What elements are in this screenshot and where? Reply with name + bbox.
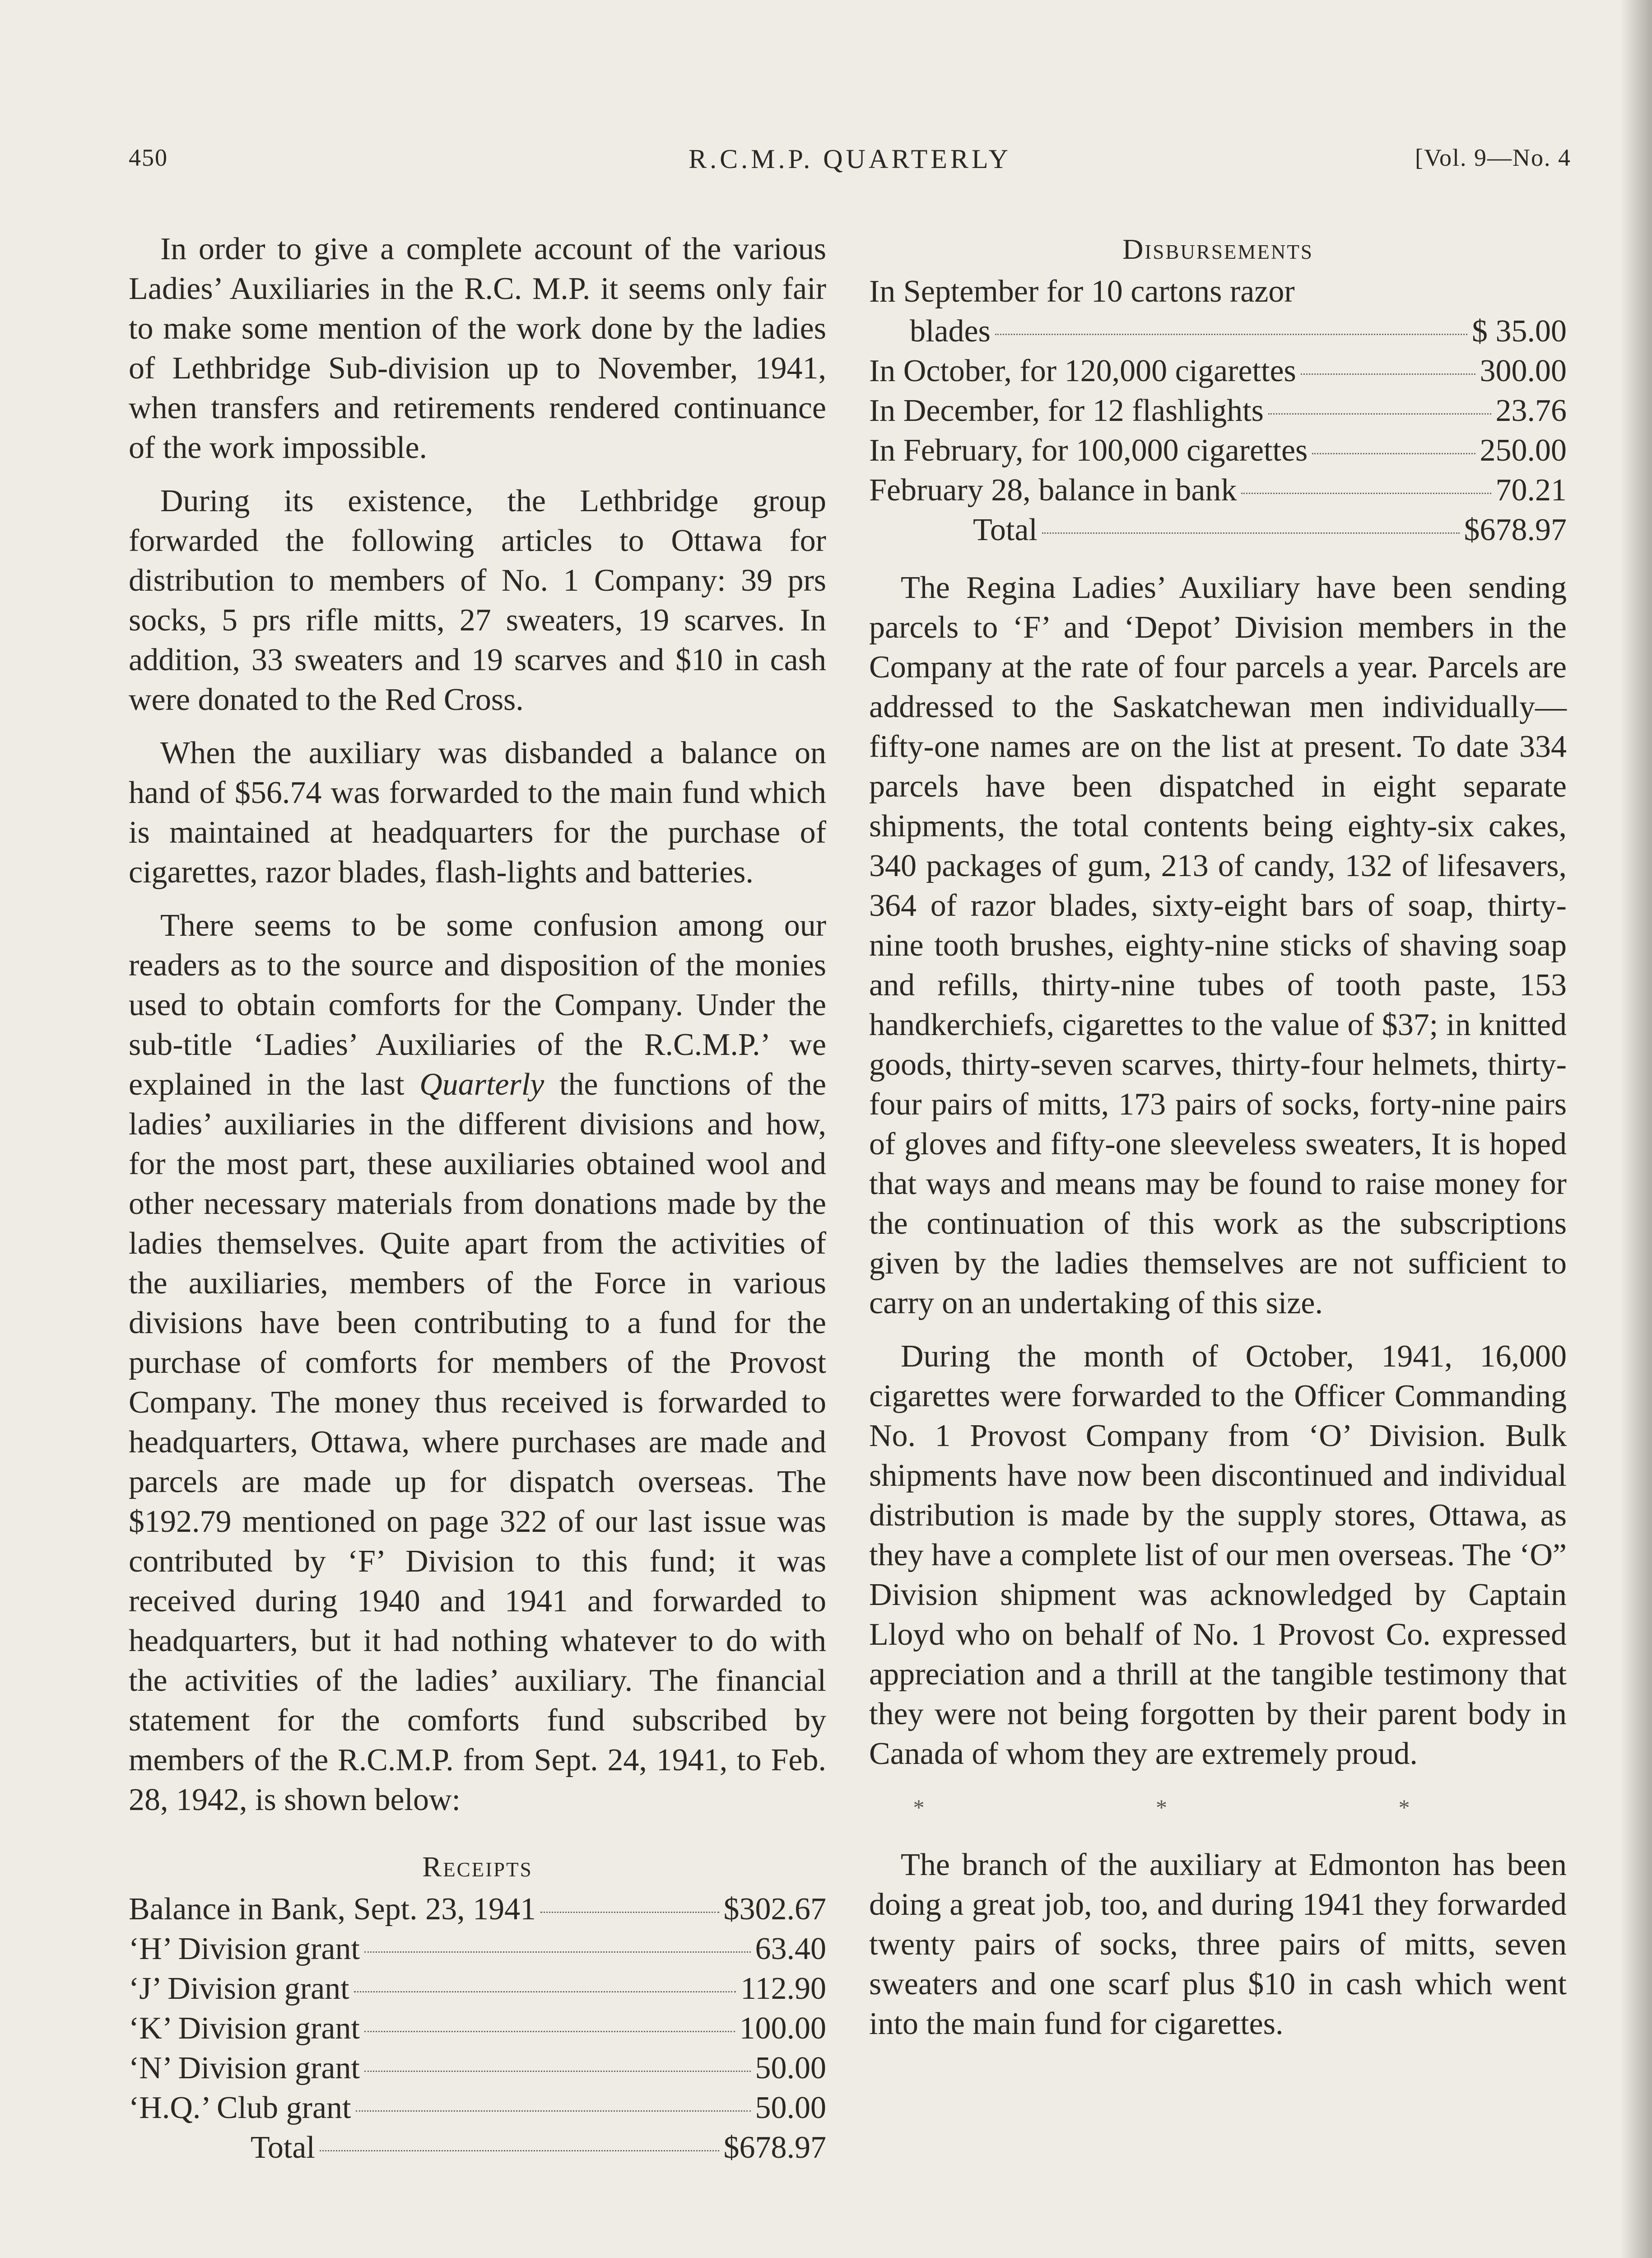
- ledger-amount: 70.21: [1495, 473, 1567, 508]
- ledger-row: [129, 1929, 826, 1969]
- paragraph: The branch of the auxiliary at Edmonton has been doing a great job, too, and during 1941 they forwarded twenty pairs of socks, three pairs of mitts, seven sweaters and one scarf plus $10 in cash which went into the main fund for cigarettes.: [869, 1847, 1567, 2041]
- leader-dots: [364, 1951, 751, 1953]
- ledger-total-label: Total: [251, 2130, 315, 2165]
- page-edge-shadow: [1620, 0, 1652, 2258]
- ledger-row: [869, 272, 1567, 312]
- ledger-amount: 50.00: [755, 2051, 826, 2085]
- ledger-label: Balance in Bank, Sept. 23, 1941: [129, 1892, 536, 1927]
- ledger-amount: $302.67: [723, 1892, 826, 1927]
- leader-dots: [1312, 453, 1475, 454]
- ledger-amount: 300.00: [1480, 354, 1567, 388]
- ledger-row: [129, 2088, 826, 2128]
- paragraph: When the auxiliary was disbanded a balance on hand of $56.74 was forwarded to the main fund which is maintained at headquarters for the purchase of cigarettes, razor blades, flash-lights and batteries.: [129, 736, 826, 890]
- ledger-amount: 250.00: [1480, 433, 1567, 468]
- disbursements-heading: Disbursements: [1122, 233, 1313, 265]
- ledger-amount: 23.76: [1495, 393, 1567, 428]
- ledger-row: [129, 2048, 826, 2088]
- running-title: R.C.M.P. QUARTERLY: [689, 144, 1011, 174]
- paragraph: In order to give a complete account of the various Ladies’ Auxiliaries in the R.C. M.P. it seems only fair to make some mention of the work done by the ladies of Lethbridge Sub-division up to November, 1941, when transfers and retirements rendered continuance of the work impossible.: [129, 232, 826, 465]
- ledger-label: In February, for 100,000 cigarettes: [869, 433, 1308, 468]
- issue-label: [Vol. 9—No. 4: [1415, 144, 1571, 171]
- ledger-amount: 50.00: [755, 2090, 826, 2125]
- ledger-label: ‘H.Q.’ Club grant: [129, 2090, 351, 2125]
- ledger-amount: 112.90: [740, 1971, 826, 2006]
- ledger-amount: $ 35.00: [1472, 314, 1567, 349]
- paragraph-text: the functions of the ladies’ auxiliaries in the different divisions and how, for the most part, these auxiliaries obtained wool and other necessary materials from donations made by the ladies themselves. Quite apart from the activities of the auxiliaries, members of the Force in various divisions have been contributing to a fund for the purchase of comforts for members of the Provost Company. The money thus received is forwarded to headquarters, Ottawa, where purchases are made and parcels are made up for dispatch overseas. The $192.79 mentioned on page 322 of our last issue was contributed by ‘F’ Division to this fund; it was received during 1940 and 1941 and forwarded to headquarters, but it had nothing whatever to do with the activities of the ladies’ auxiliary. The financial statement for the comforts fund subscribed by members of the R.C.M.P. from Sept. 24, 1941, to Feb. 28, 1942, is shown below:: [129, 1067, 826, 1817]
- ledger-row: [869, 391, 1567, 431]
- ledger-label: In October, for 120,000 cigarettes: [869, 354, 1296, 388]
- ledger-label: ‘J’ Division grant: [129, 1971, 349, 2006]
- leader-dots: [364, 2071, 751, 2072]
- ledger-row: [869, 312, 1567, 351]
- ledger-total-amount: $678.97: [1464, 513, 1567, 547]
- section-separator: * * *: [913, 1795, 1523, 1820]
- publication-title: Quarterly: [419, 1067, 544, 1102]
- ledger-amount: 100.00: [739, 2011, 826, 2046]
- ledger-total-amount: $678.97: [723, 2130, 826, 2165]
- leader-dots: [540, 1912, 719, 1913]
- ledger-label: ‘K’ Division grant: [129, 2011, 360, 2046]
- ledger-row: [869, 471, 1567, 510]
- paragraph: [129, 906, 826, 1820]
- paragraph: The Regina Ladies’ Auxiliary have been sending parcels to ‘F’ and ‘Depot’ Division members in the Company at the rate of four parcels a year. Parcels are addressed to the Saskatchewan men individually—fifty-one names are on the list at present. To date 334 parcels have been dispatched in eight separate shipments, the total contents being eighty-six cakes, 340 packages of gum, 213 of candy, 132 of lifesavers, 364 of razor blades, sixty-eight bars of soap, thirty-nine tooth brushes, eighty-nine sticks of shaving soap and refills, thirty-nine tubes of tooth paste, 153 handkerchiefs, cigarettes to the value of $37; in knitted goods, thirty-seven scarves, thirty-four helmets, thirty-four pairs of mitts, 173 pairs of socks, forty-nine pairs of gloves and fifty-one sleeveless sweaters, It is hoped that ways and means may be found to raise money for the continuation of this work as the subscriptions given by the ladies themselves are not sufficient to carry on an undertaking of this size.: [869, 570, 1567, 1320]
- paragraph-text: There seems to be some confusion among our readers as to the source and disposition of the monies used to obtain comforts for the Company. Under the sub-title ‘Ladies’ Auxiliaries of the R.C.M.P.’ we explained in the last: [129, 908, 826, 1102]
- right-column: [869, 229, 1567, 2057]
- receipts-heading: Receipts: [422, 1851, 533, 1883]
- leader-dots: [1042, 532, 1460, 534]
- leader-dots: [1241, 493, 1491, 494]
- ledger-row: [129, 2009, 826, 2048]
- disbursements-statement: [869, 229, 1567, 550]
- leader-dots: [354, 1991, 736, 1992]
- left-column: [129, 229, 826, 2186]
- page-header: [129, 144, 1571, 184]
- ledger-total-row: [869, 510, 1567, 550]
- page-number: 450: [129, 144, 168, 171]
- leader-dots: [364, 2031, 735, 2032]
- ledger-row: [869, 431, 1567, 471]
- ledger-total-label: Total: [973, 513, 1038, 547]
- paragraph: During the month of October, 1941, 16,000 cigarettes were forwarded to the Officer Commanding No. 1 Provost Company from ‘O’ Division. Bulk shipments have now been discontinued and individual distribution is made by the supply stores, Ottawa, as they have a complete list of our men overseas. The ‘O” Division shipment was acknowledged by Captain Lloyd who on behalf of No. 1 Provost Co. expressed appreciation and a thrill at the tangible testimony that they were not being forgotten by their parent body in Canada of whom they are extremely proud.: [869, 1339, 1567, 1771]
- leader-dots: [1268, 413, 1491, 415]
- paragraph: During its existence, the Lethbridge group forwarded the following articles to Ottawa for distribution to members of No. 1 Company: 39 prs socks, 5 prs rifle mitts, 27 sweaters, 19 scarves. In addition, 33 sweaters and 19 scarves and $10 in cash were donated to the Red Cross.: [129, 484, 826, 717]
- ledger-row: [129, 1969, 826, 2009]
- ledger-row: [129, 1889, 826, 1929]
- ledger-label: In September for 10 cartons razor: [869, 274, 1295, 309]
- ledger-row: [869, 351, 1567, 391]
- ledger-label: ‘N’ Division grant: [129, 2051, 360, 2085]
- leader-dots: [356, 2110, 751, 2112]
- leader-dots: [995, 334, 1467, 335]
- ledger-label: February 28, balance in bank: [869, 473, 1237, 508]
- ledger-amount: 63.40: [755, 1931, 826, 1966]
- ledger-total-row: [129, 2128, 826, 2168]
- ledger-label: blades: [910, 314, 991, 349]
- leader-dots: [320, 2150, 719, 2151]
- ledger-label: ‘H’ Division grant: [129, 1931, 360, 1966]
- ledger-label: In December, for 12 flashlights: [869, 393, 1264, 428]
- leader-dots: [1301, 373, 1475, 375]
- receipts-statement: [129, 1847, 826, 2168]
